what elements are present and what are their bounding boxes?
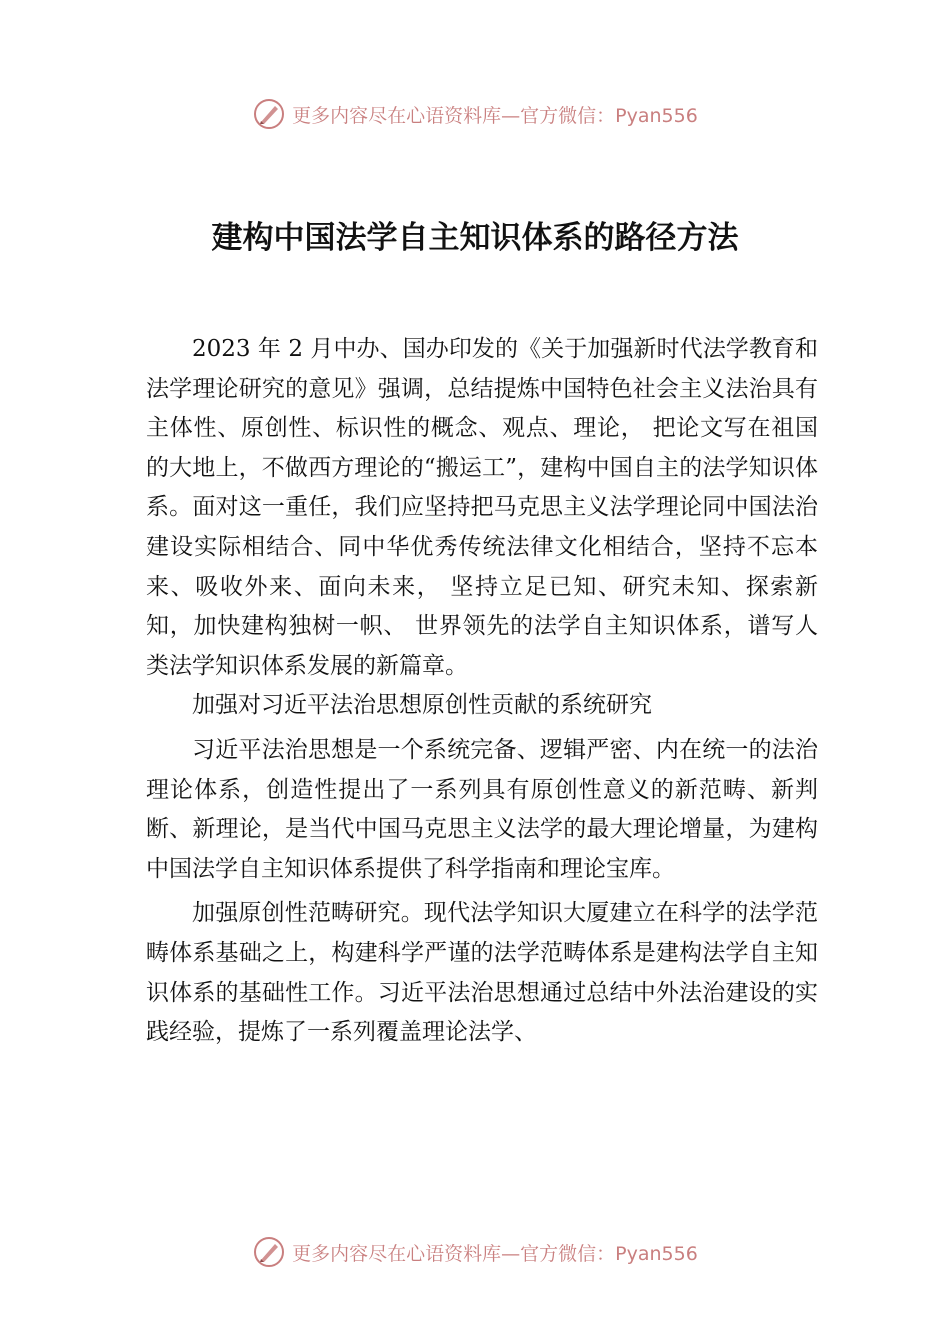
footer-watermark	[0, 1232, 950, 1272]
wechat-id: Pyan556	[615, 104, 698, 127]
watermark-text: 更多内容尽在心语资料库—官方微信：Pyan556	[292, 104, 698, 127]
document-title: 建构中国法学自主知识体系的路径方法	[211, 220, 739, 256]
header-watermark	[0, 94, 950, 134]
paragraph-category: 加强原创性范畴研究。现代法学知识大厦建立在科学的法学范畴体系基础之上，构建科学严谨的法学范畴体系是建构法学自主知识体系的基础性工作。习近平法治思想通过总结中外法治建设的实践经验，提炼了一系列覆盖理论法学、	[146, 900, 818, 1046]
watermark-text: 更多内容尽在心语资料库—官方微信：Pyan556	[292, 1242, 698, 1265]
pen-logo-icon	[252, 1235, 286, 1269]
section-heading: 加强对习近平法治思想原创性贡献的系统研究	[192, 692, 652, 719]
document-body	[146, 330, 818, 1053]
wechat-id: Pyan556	[615, 1242, 698, 1265]
paragraph-intro: 2023 年 2 月中办、国办印发的《关于加强新时代法学教育和法学理论研究的意见》强调，总结提炼中国特色社会主义法治具有主体性、原创性、标识性的概念、观点、理论， 把论文写在祖国的大地上，不做西方理论的“搬运工”，建构中国自主的法学知识体系。面对这一重任，我们应坚持把马克思主义法学理论同中国法治建设实际相结合、同中华优秀传统法律文化相结合，坚持不忘本来、吸收外来、面向未来， 坚持立足已知、研究未知、探索新知，加快建构独树一帜、 世界领先的法学自主知识体系，谱写人类法学知识体系发展的新篇章。	[146, 336, 818, 679]
pen-logo-icon	[252, 97, 286, 131]
paragraph-thought: 习近平法治思想是一个系统完备、逻辑严密、内在统一的法治理论体系，创造性提出了一系列具有原创性意义的新范畴、新判断、新理论，是当代中国马克思主义法学的最大理论增量，为建构中国法学自主知识体系提供了科学指南和理论宝库。	[146, 736, 818, 882]
